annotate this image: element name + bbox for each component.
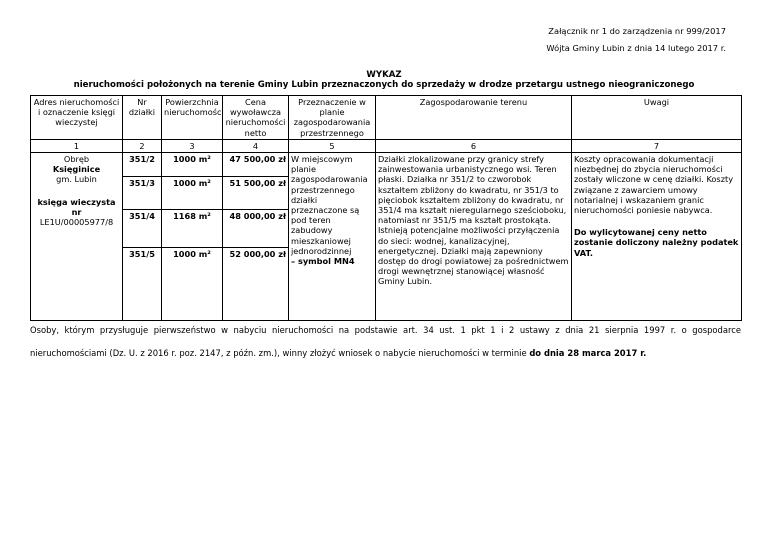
attachment-line: Załącznik nr 1 do zarządzenia nr 999/2017 xyxy=(548,26,726,36)
development-cell: Działki zlokalizowane przy granicy strefy zainwestowania urbanistycznego wsi. Teren płaski. Działka nr 351/2 to czworobok kształtem zbliżony do kwadratu, nr 351/3 to pięciobok kształtem zbliżony do kwadratu, nr 351/4 ma kształt nieregularnego sześcioboku, natomiast nr 351/5 ma kształt prostokąta. Istnieją potencjalne możliwości przyłączenia do sieci: wodnej, kanalizacyjnej, energetycznej. Działki mają zapewniony dostęp do drogi powiatowej za pośrednictwem drogi wewnętrznej stanowiącej własność Gminy Lubin. xyxy=(376,153,572,321)
remarks-vat: Do wylicytowanej ceny netto zostanie doliczony należny podatek VAT. xyxy=(574,227,739,258)
land-register-number: LE1U/00005977/8 xyxy=(39,217,114,228)
parcel-price: 47 500,00 zł xyxy=(223,153,289,177)
footer-notice-line2 xyxy=(30,342,741,365)
footer-deadline: do dnia 28 marca 2017 r. xyxy=(529,348,647,358)
property-table xyxy=(30,95,742,321)
address-cell xyxy=(31,153,123,321)
remarks-text: Koszty opracowania dokumentacji niezbędnej do zbycia nieruchomości zostały wliczone w cenę działki. Koszty związane z zawarciem umowy notarialnej i wskazaniem granic nieruchomości poniesie nabywca. xyxy=(574,154,734,216)
issuer-line: Wójta Gminy Lubin z dnia 14 lutego 2017 r. xyxy=(546,43,726,53)
column-number: 7 xyxy=(572,139,742,152)
header-address: Adres nieruchomości i oznaczenie księgi wieczystej xyxy=(31,96,123,140)
header-plan: Przeznaczenie w planie zagospodarowania przestrzennego xyxy=(289,96,376,140)
parcel-area: 1168 m² xyxy=(162,210,223,248)
land-register-label: księga wieczysta xyxy=(37,196,116,207)
header-parcel: Nr działki xyxy=(123,96,162,140)
table-number-row xyxy=(31,139,742,152)
parcel-number: 351/3 xyxy=(123,177,162,210)
plan-symbol: – symbol MN4 xyxy=(291,256,355,267)
document-subtitle: nieruchomości położonych na terenie Gminy Lubin przeznaczonych do sprzedaży w drodze przetargu ustnego nieograniczonego xyxy=(73,80,695,90)
village-name: Księginice xyxy=(52,164,101,175)
parcel-area: 1000 m² xyxy=(162,153,223,177)
column-number: 4 xyxy=(223,139,289,152)
header-development: Zagospodarowanie terenu xyxy=(376,96,572,140)
commune-name: gm. Lubin xyxy=(56,174,97,185)
header-area: Powierzchnia nieruchomości xyxy=(162,96,223,140)
parcel-area: 1000 m² xyxy=(162,248,223,321)
column-number: 5 xyxy=(289,139,376,152)
parcel-price: 48 000,00 zł xyxy=(223,210,289,248)
remarks-cell xyxy=(572,153,742,321)
column-number: 3 xyxy=(162,139,223,152)
parcel-number: 351/5 xyxy=(123,248,162,321)
header-price: Cena wywoławcza nieruchomości netto xyxy=(223,96,289,140)
footer-notice-text: nieruchomościami (Dz. U. z 2016 r. poz. 2147, z późn. zm.), winny złożyć wniosek o nabycie nieruchomości w terminie xyxy=(30,348,527,358)
parcel-price: 51 500,00 zł xyxy=(223,177,289,210)
document-title: WYKAZ xyxy=(366,70,402,80)
plan-text: W miejscowym planie zagospodarowania przestrzennego działki przeznaczone są pod teren zabudowy mieszkaniowej jednorodzinnej xyxy=(291,154,368,256)
table-row xyxy=(31,153,742,177)
column-number: 6 xyxy=(376,139,572,152)
parcel-number: 351/2 xyxy=(123,153,162,177)
header-remarks: Uwagi xyxy=(572,96,742,140)
column-number: 1 xyxy=(31,139,123,152)
column-number: 2 xyxy=(123,139,162,152)
parcel-number: 351/4 xyxy=(123,210,162,248)
land-register-nr-label: nr xyxy=(71,206,82,217)
parcel-price: 52 000,00 zł xyxy=(223,248,289,321)
parcel-area: 1000 m² xyxy=(162,177,223,210)
table-header-row xyxy=(31,96,742,140)
location-label: Obręb xyxy=(63,154,90,165)
footer-notice-line1: Osoby, którym przysługuje pierwszeństwo w nabyciu nieruchomości na podstawie art. 34 ust. 1 pkt 1 i 2 ustawy z dnia 21 sierpnia 1997 r. o gospodarce xyxy=(30,325,741,335)
plan-cell xyxy=(289,153,376,321)
